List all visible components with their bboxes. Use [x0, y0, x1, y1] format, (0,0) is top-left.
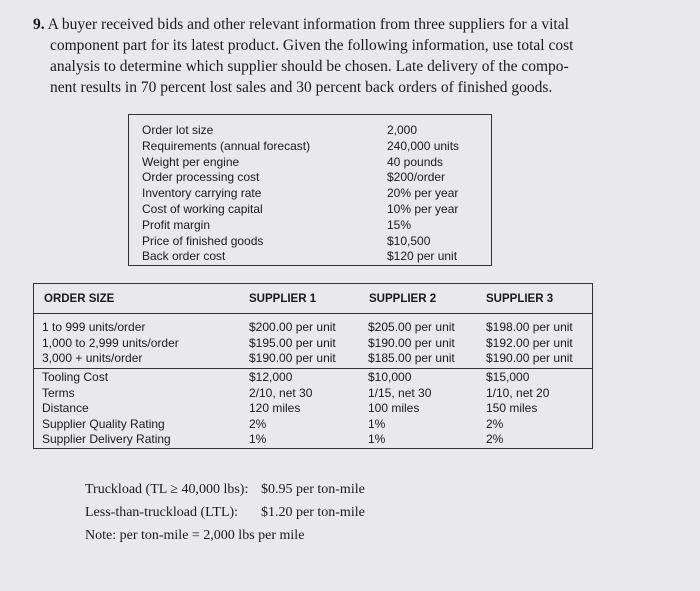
param-label: Inventory carrying rate — [142, 186, 262, 201]
param-label: Order lot size — [142, 123, 214, 137]
table-cell: 1% — [368, 432, 386, 447]
param-value: 15% — [387, 217, 412, 232]
table-cell: $190.00 per unit — [486, 351, 573, 366]
parameters-table — [128, 114, 492, 266]
table-cell: 2% — [486, 416, 504, 431]
parameter-values — [387, 123, 459, 265]
table-cell: $200.00 per unit — [249, 320, 336, 334]
problem-statement — [33, 14, 673, 98]
param-value: 20% per year — [387, 186, 459, 201]
param-label: Price of finished goods — [142, 233, 264, 248]
table-cell: 3,000 + units/order — [42, 351, 143, 366]
param-label: Order processing cost — [142, 170, 260, 185]
table-cell: 2% — [486, 432, 504, 447]
table-cell: $10,000 — [368, 370, 412, 384]
note-row — [85, 501, 365, 524]
table-cell: Terms — [42, 385, 75, 400]
supplier-2-details — [368, 370, 431, 448]
problem-line-4: nent results in 70 percent lost sales and 30 percent back orders of finished goods. — [50, 79, 553, 96]
param-value: 240,000 units — [387, 138, 460, 153]
param-value: 40 pounds — [387, 154, 444, 169]
supplier-1-details — [249, 370, 312, 448]
table-cell: 1 to 999 units/order — [42, 320, 146, 334]
table-cell: 1% — [249, 432, 267, 447]
param-label: Cost of working capital — [142, 201, 263, 216]
header-order-size: ORDER SIZE — [44, 293, 115, 305]
note-row — [85, 524, 304, 547]
table-cell: $15,000 — [486, 370, 530, 384]
table-cell: $198.00 per unit — [486, 320, 573, 334]
table-cell: Supplier Delivery Rating — [42, 432, 171, 447]
problem-line-3: analysis to determine which supplier should be chosen. Late delivery of the compo- — [50, 58, 569, 75]
table-cell: 1/10, net 20 — [486, 385, 550, 400]
header-supplier-1: SUPPLIER 1 — [249, 293, 317, 305]
supplier-2-prices — [368, 320, 455, 367]
table-cell: $12,000 — [249, 370, 293, 384]
shipping-notes — [85, 478, 365, 547]
param-label: Weight per engine — [142, 154, 240, 169]
table-cell: $190.00 per unit — [368, 335, 455, 350]
supplier-1-prices — [249, 320, 336, 367]
table-cell: 1,000 to 2,999 units/order — [42, 335, 179, 350]
table-cell: Tooling Cost — [42, 370, 109, 384]
param-value: $120 per unit — [387, 249, 458, 264]
table-cell: $192.00 per unit — [486, 335, 573, 350]
header-supplier-2: SUPPLIER 2 — [369, 293, 437, 305]
order-size-column — [42, 320, 179, 367]
param-label: Profit margin — [142, 217, 211, 232]
table-cell: 1% — [368, 416, 386, 431]
table-cell: 2% — [249, 416, 267, 431]
suppliers-table — [33, 283, 593, 449]
problem-number: 9. — [33, 16, 45, 33]
param-label: Back order cost — [142, 249, 226, 264]
table-cell: Supplier Quality Rating — [42, 416, 165, 431]
param-value: 10% per year — [387, 201, 459, 216]
note-value: $0.95 per ton-mile — [261, 482, 365, 497]
note-label: Less-than-truckload (LTL): — [85, 505, 239, 520]
note-value: $1.20 per ton-mile — [261, 505, 365, 520]
table-cell: 120 miles — [249, 401, 301, 416]
param-value: $200/order — [387, 170, 446, 185]
param-value: 2,000 — [387, 123, 418, 137]
table-cell: 1/15, net 30 — [368, 385, 432, 400]
param-value: $10,500 — [387, 233, 431, 248]
header-supplier-3: SUPPLIER 3 — [486, 293, 554, 305]
criteria-column — [42, 370, 171, 448]
supplier-3-prices — [486, 320, 573, 367]
table-cell: 2/10, net 30 — [249, 385, 313, 400]
table-cell: $195.00 per unit — [249, 335, 336, 350]
table-cell: Distance — [42, 401, 89, 416]
parameter-labels — [142, 123, 310, 265]
table-cell: $205.00 per unit — [368, 320, 455, 334]
note-row — [85, 478, 365, 501]
table-cell: 150 miles — [486, 401, 538, 416]
problem-line-1: A buyer received bids and other relevant information from three suppliers for a vital — [47, 16, 569, 33]
param-label: Requirements (annual forecast) — [142, 138, 311, 153]
supplier-3-details — [486, 370, 549, 448]
table-cell: 100 miles — [368, 401, 420, 416]
problem-line-2: component part for its latest product. Given the following information, use total cost — [50, 37, 574, 54]
price-divider — [34, 368, 592, 369]
note-label: Note: per ton-mile = 2,000 lbs per mile — [85, 528, 305, 543]
note-label: Truckload (TL ≥ 40,000 lbs): — [85, 482, 249, 497]
header-divider — [34, 313, 592, 314]
table-cell: $190.00 per unit — [249, 351, 336, 366]
table-cell: $185.00 per unit — [368, 351, 455, 366]
